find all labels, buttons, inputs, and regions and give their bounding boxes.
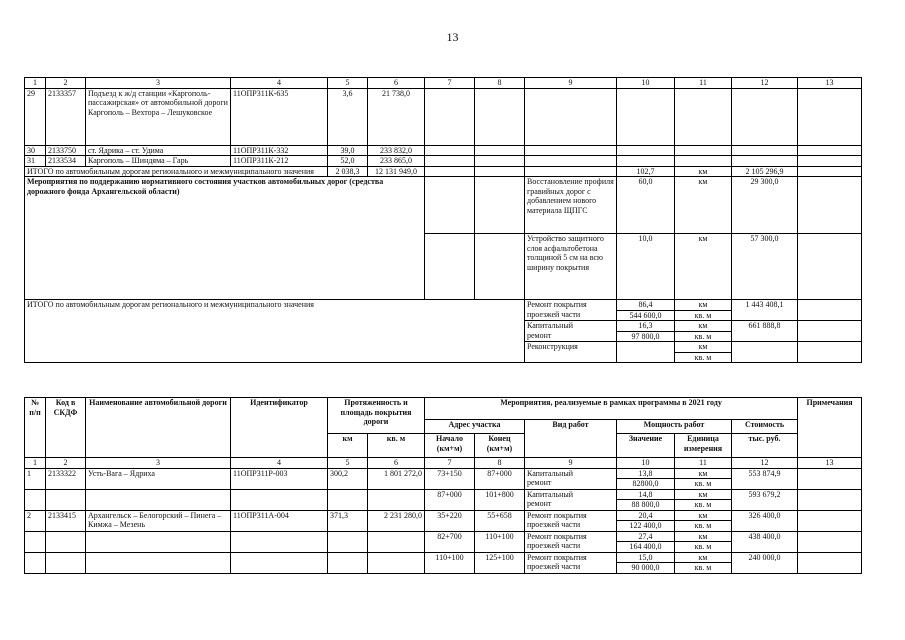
area-sqm: 233 865,0 <box>368 156 425 167</box>
road-id: 11ОПР311К-212 <box>231 156 328 167</box>
itogo-unit: км <box>675 166 732 177</box>
work-cost: 57 300,0 <box>732 234 798 300</box>
start-km: 87+000 <box>425 489 475 510</box>
work-cost: 553 874,9 <box>732 468 798 489</box>
header-code: Код в СКДФ <box>46 398 86 458</box>
work-type: Ремонт покрытия проезжей части <box>525 531 617 552</box>
work-type: Ремонт покрытия проезжей части <box>525 510 617 531</box>
itogo-value: 102,7 <box>617 166 675 177</box>
work-unit: км кв. м <box>675 468 732 489</box>
length-km: 3,6 <box>328 88 368 145</box>
header-address: Адрес участка <box>425 420 525 434</box>
work-type: Восстановление профиля гравийных дорог с добавлением нового материала ЩПГС <box>525 177 617 234</box>
header-name: Наименование автомобильной дороги <box>86 398 231 458</box>
col-num: 6 <box>368 458 425 469</box>
work-unit: км <box>675 177 732 234</box>
work-cost: 438 400,0 <box>732 531 798 552</box>
col-num: 11 <box>675 78 732 89</box>
end-km: 101+800 <box>475 489 525 510</box>
itogo-cost: 2 105 296,9 <box>732 166 798 177</box>
skdf-code: 2133357 <box>46 88 86 145</box>
work-value: 14,8 88 800,0 <box>617 489 675 510</box>
col-num: 7 <box>425 458 475 469</box>
col-num: 9 <box>525 78 617 89</box>
col-num: 12 <box>732 458 798 469</box>
col-num: 5 <box>328 458 368 469</box>
header-km: км <box>328 434 368 458</box>
end-km: 125+100 <box>475 552 525 573</box>
work-cost: 29 300,0 <box>732 177 798 234</box>
col-num: 2 <box>46 78 86 89</box>
work-unit: км кв. м <box>675 552 732 573</box>
header-notes: Примечания <box>798 398 862 458</box>
work-value: 15,0 90 000,0 <box>617 552 675 573</box>
area-sqm: 233 832,0 <box>368 145 425 156</box>
itogo-total-row <box>25 300 862 321</box>
area-sqm: 2 231 280,0 <box>368 510 425 531</box>
length-km: 39,0 <box>328 145 368 156</box>
col-num: 10 <box>617 458 675 469</box>
header-value: Значение <box>617 434 675 458</box>
itogo-regional-row <box>25 166 862 177</box>
work-type: Ремонт покрытия проезжей части <box>525 300 617 321</box>
row-number: 31 <box>25 156 46 167</box>
header-work: Вид работ <box>525 420 617 458</box>
work-unit: км кв. м <box>675 342 732 363</box>
work-cost: 1 443 408,1 <box>732 300 798 321</box>
header-n: № п/п <box>25 398 46 458</box>
end-km: 110+100 <box>475 531 525 552</box>
row-number: 29 <box>25 88 46 145</box>
area-sqm: 1 801 272,0 <box>368 468 425 489</box>
col-num: 3 <box>86 78 231 89</box>
start-km: 82+700 <box>425 531 475 552</box>
end-km: 87+000 <box>475 468 525 489</box>
row-number: 30 <box>25 145 46 156</box>
col-num: 1 <box>25 458 46 469</box>
col-num: 8 <box>475 78 525 89</box>
work-cost: 593 679,2 <box>732 489 798 510</box>
work-value: 10,0 <box>617 234 675 300</box>
road-id: 11ОПР311К-332 <box>231 145 328 156</box>
col-num: 6 <box>368 78 425 89</box>
header-start: Начало (км+м) <box>425 434 475 458</box>
table-row <box>25 510 862 531</box>
work-type: Ремонт покрытия проезжей части <box>525 552 617 573</box>
work-value: 27,4 164 400,0 <box>617 531 675 552</box>
col-num: 4 <box>231 458 328 469</box>
col-num: 1 <box>25 78 46 89</box>
work-cost: 240 000,0 <box>732 552 798 573</box>
skdf-code: 2133415 <box>46 510 86 531</box>
col-num: 3 <box>86 458 231 469</box>
table-row <box>25 88 862 145</box>
col-num: 9 <box>525 458 617 469</box>
work-value: 60,0 <box>617 177 675 234</box>
start-km: 35+220 <box>425 510 475 531</box>
itogo-km: 2 038,3 <box>328 166 368 177</box>
col-num: 12 <box>732 78 798 89</box>
work-unit: км кв. м <box>675 531 732 552</box>
road-name: ст. Ядрика – ст. Удима <box>86 145 231 156</box>
work-value: 20,4 122 400,0 <box>617 510 675 531</box>
table-row <box>25 489 862 510</box>
itogo-total-label: ИТОГО по автомобильным дорогам регионального и межмуниципального значения <box>25 300 525 363</box>
header-measures: Мероприятия, реализуемые в рамках программы в 2021 году <box>425 398 798 420</box>
col-num: 8 <box>475 458 525 469</box>
col-num: 2 <box>46 458 86 469</box>
measures-label: Мероприятия по поддержанию нормативного состояния участков автомобильных дорог (средства дорожного фонда Архангельской области) <box>25 177 425 300</box>
area-sqm: 21 738,0 <box>368 88 425 145</box>
work-type: Устройство защитного слоя асфальтобетона толщиной 5 см на всю ширину покрытия <box>525 234 617 300</box>
work-unit: км <box>675 234 732 300</box>
length-km: 52,0 <box>328 156 368 167</box>
skdf-code: 2133750 <box>46 145 86 156</box>
table-row <box>25 468 862 489</box>
col-num: 4 <box>231 78 328 89</box>
header-cost: Стоимость <box>732 420 798 434</box>
work-unit: км кв. м <box>675 321 732 342</box>
table-row <box>25 552 862 573</box>
road-id: 11ОПР311Р-003 <box>231 468 328 489</box>
col-num: 13 <box>798 458 862 469</box>
header-id: Идентификатор <box>231 398 328 458</box>
col-num: 13 <box>798 78 862 89</box>
road-name: Усть-Вага – Ядриха <box>86 468 231 489</box>
work-unit: км кв. м <box>675 489 732 510</box>
work-type: Капитальный ремонт <box>525 468 617 489</box>
start-km: 73+150 <box>425 468 475 489</box>
skdf-code: 2133534 <box>46 156 86 167</box>
skdf-code: 2133322 <box>46 468 86 489</box>
work-cost: 661 888,8 <box>732 321 798 342</box>
col-num: 7 <box>425 78 475 89</box>
header-cost-unit: тыс. руб. <box>732 434 798 458</box>
header-end: Конец (км+м) <box>475 434 525 458</box>
start-km: 110+100 <box>425 552 475 573</box>
roads-table-continued <box>24 77 862 363</box>
header-unit: Единица измерения <box>675 434 732 458</box>
column-number-row <box>25 78 862 89</box>
length-km: 371,3 <box>328 510 368 531</box>
col-num: 10 <box>617 78 675 89</box>
row-number: 2 <box>25 510 46 531</box>
road-name: Подъезд к ж/д станции «Каргополь-пассажирская» от автомобильной дороги Каргополь – Вехтора – Лешуковское <box>86 88 231 145</box>
row-number: 1 <box>25 468 46 489</box>
table-row <box>25 145 862 156</box>
work-type: Капитальный ремонт <box>525 489 617 510</box>
road-id: 11ОПР311К-635 <box>231 88 328 145</box>
road-name: Архангельск – Белогорский – Пинега – Кимжа – Мезень <box>86 510 231 531</box>
col-num: 11 <box>675 458 732 469</box>
roads-table-2021 <box>24 397 862 574</box>
work-type: Капитальный ремонт <box>525 321 617 342</box>
header-row <box>25 398 862 420</box>
header-power: Мощность работ <box>617 420 732 434</box>
road-id: 11ОПР311А-004 <box>231 510 328 531</box>
table-row <box>25 156 862 167</box>
table-row <box>25 531 862 552</box>
length-km: 300,2 <box>328 468 368 489</box>
col-num: 5 <box>328 78 368 89</box>
work-unit: км кв. м <box>675 510 732 531</box>
work-value: 13,8 82800,0 <box>617 468 675 489</box>
work-cost: 326 400,0 <box>732 510 798 531</box>
work-unit: км кв. м <box>675 300 732 321</box>
work-value: 16,3 97 800,0 <box>617 321 675 342</box>
header-sqm: кв. м <box>368 434 425 458</box>
page-number: 13 <box>446 30 459 44</box>
work-type: Реконструкция <box>525 342 617 363</box>
work-value: 86,4 544 600,0 <box>617 300 675 321</box>
itogo-label: ИТОГО по автомобильным дорогам регионального и межмуниципального значения <box>25 166 328 177</box>
column-number-row <box>25 458 862 469</box>
end-km: 55+658 <box>475 510 525 531</box>
itogo-sqm: 12 131 949,0 <box>368 166 425 177</box>
header-length: Протяженность и площадь покрытия дороги <box>328 398 425 434</box>
road-name: Каргополь – Шиндяма – Гарь <box>86 156 231 167</box>
measures-row <box>25 177 862 234</box>
